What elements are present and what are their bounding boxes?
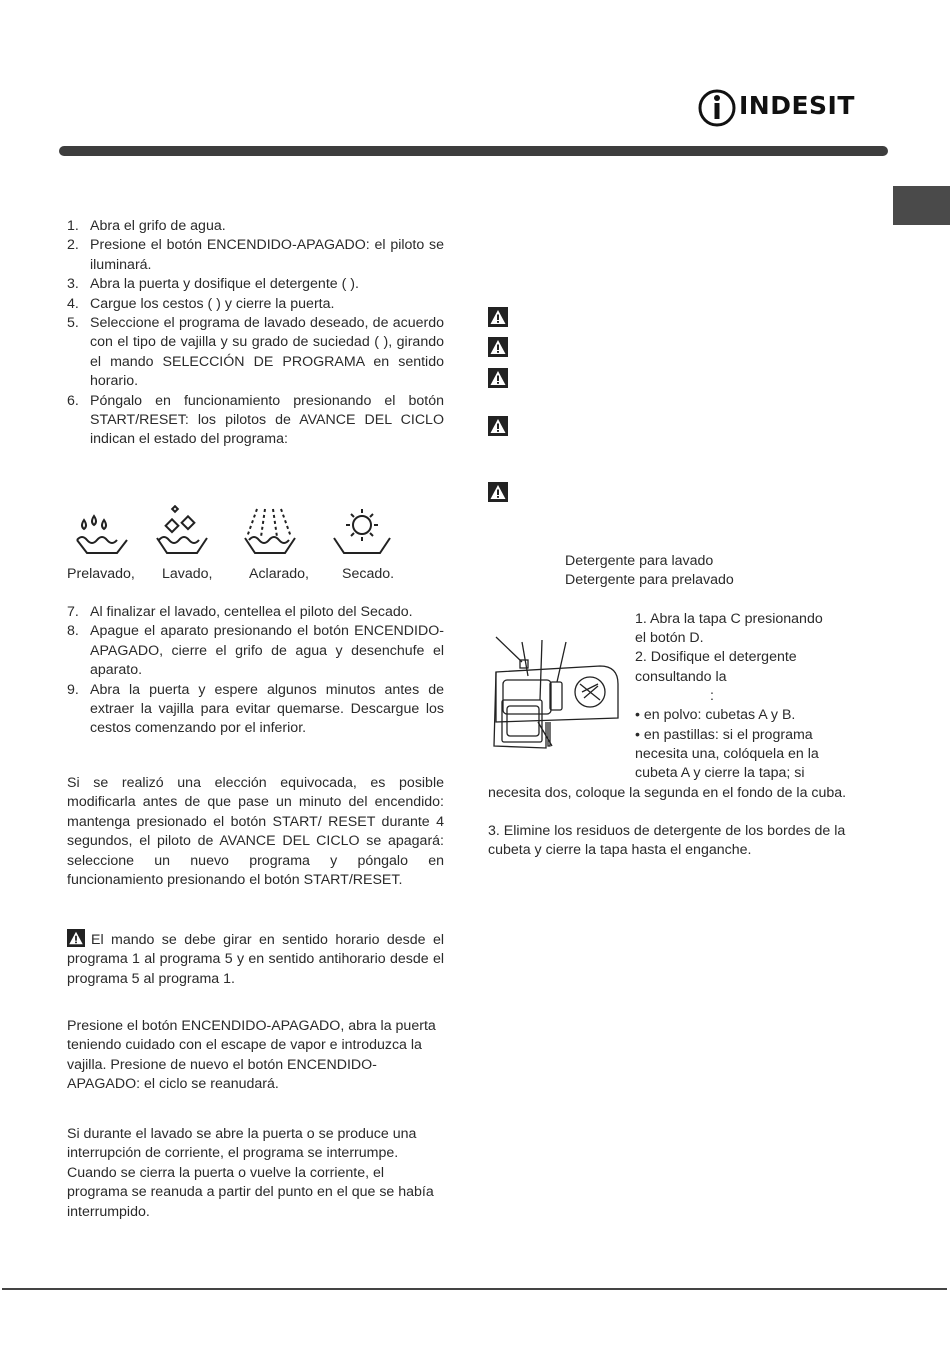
knob-warning-text: El mando se debe girar en sentido horario desde el programa 1 al programa 5 y en sentido antihorario desde el programa 5 al programa 1. <box>67 932 444 987</box>
detergent-tablet-line3: cubeta A y cierre la tapa; si <box>635 765 805 781</box>
phase-label-prewash: Prelavado, <box>67 566 135 582</box>
warning-icon <box>488 482 508 502</box>
phase-label-dry: Secado. <box>342 566 395 582</box>
detergent-prewash-label: Detergente para prelavado <box>565 572 734 588</box>
detergent-tablet-line2: necesita una, colóquela en la <box>635 746 819 762</box>
detergent-dispenser-illustration <box>490 622 628 762</box>
warning-icon <box>488 307 508 327</box>
change-program-paragraph: Si se realizó una elección equivocada, es posible modificarla antes de que pase un minuto del encendido: mantenga presionado el botón START/ RESET durante 4 segundos, el piloto de AVANCE DEL CICLO se apagará: seleccione un nuevo programa y póngalo en funcionamiento presionando el botón START/RESET. <box>67 775 444 889</box>
indesit-logo <box>697 86 855 128</box>
logo-circle-icon <box>697 88 737 128</box>
phase-labels <box>67 565 447 585</box>
list-item: 4. Cargue los cestos ( ) y cierre la puerta. <box>67 295 335 312</box>
cycle-phase-icons <box>67 505 447 565</box>
list-item: 5. Seleccione el programa de lavado deseado, de acuerdo con el tipo de vajilla y su grado de suciedad ( ), girando el mando SELECCIÓN DE PROGRAMA en sentido horario. <box>67 315 444 390</box>
list-item: 8. Apague el aparato presionando el botón ENCENDIDO-APAGADO, cierre el grifo de agua y desenchufe el aparato. <box>67 623 444 679</box>
list-item: 7. Al finalizar el lavado, centellea el piloto del Secado. <box>67 604 413 620</box>
list-item: 9. Abra la puerta y espere algunos minutos antes de extraer la vajilla para evitar quemarse. Descargue los cestos comenzando por el inferior. <box>67 681 444 737</box>
rinse-icon <box>245 509 295 553</box>
detergent-step3: 3. Elimine los residuos de detergente de los bordes de la cubeta y cierre la tapa hasta el enganche. <box>488 823 846 859</box>
wash-icon <box>157 506 207 553</box>
end-steps-list <box>67 603 444 739</box>
list-item: 3. Abra la puerta y dosifique el detergente ( ). <box>67 276 359 293</box>
list-item: 6. Póngalo en funcionamiento presionando el botón START/RESET: los pilotos de AVANCE DEL CICLO indican el estado del programa: <box>67 392 444 448</box>
detergent-step2-line1: 2. Dosifique el detergente <box>635 649 797 665</box>
section-tab <box>893 186 950 225</box>
dry-icon <box>334 509 390 553</box>
detergent-wash-label: Detergente para lavado <box>565 553 714 569</box>
footer-line <box>2 1288 947 1290</box>
start-steps-list <box>67 217 444 450</box>
detergent-step2-colon: : <box>710 688 714 704</box>
detergent-step1-line2: el botón D. <box>635 630 704 646</box>
detergent-tablet-line1: • en pastillas: si el programa <box>635 727 813 743</box>
list-item: 2. Presione el botón ENCENDIDO-APAGADO: el piloto se iluminará. <box>67 237 444 273</box>
warning-icon <box>488 337 508 357</box>
list-item: 1. Abra el grifo de agua. <box>67 218 226 234</box>
detergent-step1-line1: 1. Abra la tapa C presionando <box>635 611 823 627</box>
prewash-icon <box>77 516 127 553</box>
warning-icon <box>488 368 508 388</box>
warning-icon <box>488 416 508 436</box>
knob-warning-paragraph <box>67 929 444 989</box>
detergent-powder: • en polvo: cubetas A y B. <box>635 707 796 723</box>
interruption-paragraph: Si durante el lavado se abre la puerta o se produce una interrupción de corriente, el programa se interrumpe. Cuando se cierra la puerta o vuelve la corriente, el programa se reanuda a partir del punto en el que se había interrumpido. <box>67 1126 434 1220</box>
add-dishes-paragraph: Presione el botón ENCENDIDO-APAGADO, abra la puerta teniendo cuidado con el escape de vapor e introduzca la vajilla. Presione de nuevo el botón ENCENDIDO-APAGADO: el ciclo se reanudará. <box>67 1018 436 1093</box>
logo-text: INDESIT <box>739 91 855 120</box>
phase-label-rinse: Aclarado, <box>249 566 309 582</box>
detergent-tablet-rest: necesita dos, coloque la segunda en el fondo de la cuba. <box>488 785 847 801</box>
detergent-step2-line2: consultando la <box>635 669 727 685</box>
header-bar <box>59 146 888 156</box>
phase-label-wash: Lavado, <box>162 566 213 582</box>
warning-icon <box>67 929 85 947</box>
